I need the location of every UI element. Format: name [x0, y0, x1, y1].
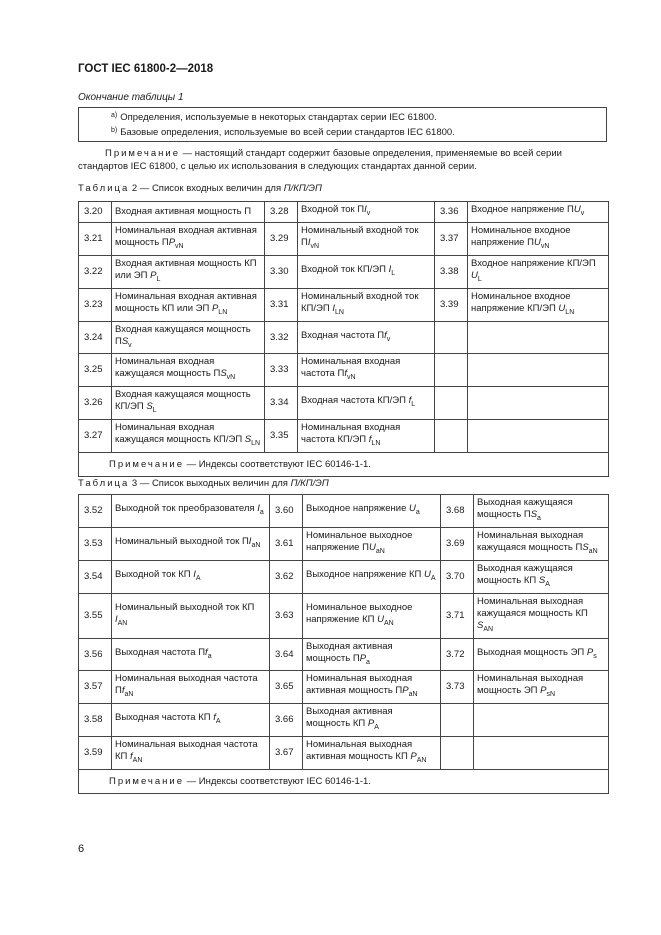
document-header: ГОСТ IEC 61800-2—2018	[78, 63, 214, 75]
term-text: Выходная частота КП $f_A$	[112, 704, 270, 737]
term-text: Выходная активная мощность КП $P_A$	[303, 704, 441, 737]
term-number: 3.52	[79, 495, 112, 528]
term-number	[441, 737, 474, 770]
term-number: 3.27	[79, 420, 112, 453]
term-number: 3.23	[79, 288, 112, 321]
term-number	[441, 704, 474, 737]
term-number: 3.63	[270, 593, 303, 638]
term-number: 3.62	[270, 560, 303, 593]
term-number: 3.33	[265, 354, 298, 387]
table-row	[79, 354, 609, 387]
term-number: 3.68	[441, 495, 474, 528]
table-row	[79, 202, 609, 223]
term-number: 3.29	[265, 222, 298, 255]
term-text: Выходная кажущаяся мощность $ПS_a$	[474, 495, 609, 528]
term-text: Номинальный выходной ток $ПI_{aN}$	[112, 527, 270, 560]
term-text: Выходная частота $Пf_a$	[112, 638, 270, 671]
term-text: Выходная активная мощность $ПP_a$	[303, 638, 441, 671]
term-number: 3.25	[79, 354, 112, 387]
term-number: 3.66	[270, 704, 303, 737]
term-number: 3.71	[441, 593, 474, 638]
term-text	[468, 321, 609, 354]
term-number: 3.57	[79, 671, 112, 704]
table-row	[79, 321, 609, 354]
term-number: 3.34	[265, 387, 298, 420]
term-text: Выходное напряжение КП $U_A$	[303, 560, 441, 593]
term-number: 3.28	[265, 202, 298, 223]
table-row	[79, 593, 609, 638]
term-text: Входная кажущаяся мощность $ПS_v$	[112, 321, 265, 354]
term-text: Входная активная мощность КП или ЭП $P_L$	[112, 255, 265, 288]
term-text: Номинальная входная активная мощность КП или ЭП $P_{LN}$	[112, 288, 265, 321]
term-number: 3.22	[79, 255, 112, 288]
footnote-box	[78, 107, 607, 142]
term-text: Номинальная выходная мощность ЭП $P_{sN}$	[474, 671, 609, 704]
term-number: 3.36	[435, 202, 468, 223]
term-text: Входное напряжение КП/ЭП $U_L$	[468, 255, 609, 288]
table-row	[79, 671, 609, 704]
table3-output-quantities	[78, 494, 609, 794]
term-text	[474, 737, 609, 770]
term-number	[435, 354, 468, 387]
table-row	[79, 387, 609, 420]
term-text: Номинальная входная частота КП/ЭП $f_{LN}$	[298, 420, 435, 453]
term-text: Входная кажущаяся мощность КП/ЭП $S_L$	[112, 387, 265, 420]
term-text: Номинальная выходная кажущаяся мощность КП $S_{AN}$	[474, 593, 609, 638]
term-text: Входная активная мощность П	[112, 202, 265, 223]
term-text: Входное напряжение $ПU_v$	[468, 202, 609, 223]
term-number: 3.20	[79, 202, 112, 223]
term-number: 3.38	[435, 255, 468, 288]
table-row	[79, 222, 609, 255]
table-note: Примечание — Индексы соответствуют IEC 60146-1-1.	[79, 770, 609, 794]
table-continuation-label: Окончание таблицы 1	[78, 92, 184, 103]
term-number: 3.30	[265, 255, 298, 288]
term-number: 3.60	[270, 495, 303, 528]
term-number: 3.65	[270, 671, 303, 704]
term-text: Входной ток $ПI_v$	[298, 202, 435, 223]
table-row	[79, 638, 609, 671]
term-text: Номинальная входная кажущаяся мощность КП/ЭП $S_{LN}$	[112, 420, 265, 453]
term-number: 3.21	[79, 222, 112, 255]
table-row	[79, 255, 609, 288]
term-number: 3.53	[79, 527, 112, 560]
term-text: Выходной ток КП $I_A$	[112, 560, 270, 593]
term-number: 3.39	[435, 288, 468, 321]
term-text	[468, 387, 609, 420]
term-text: Номинальное входное напряжение $ПU_{vN}$	[468, 222, 609, 255]
term-number: 3.58	[79, 704, 112, 737]
term-text: Номинальная входная частота $Пf_{vN}$	[298, 354, 435, 387]
table-note-row	[79, 770, 609, 794]
term-number: 3.37	[435, 222, 468, 255]
table-row	[79, 737, 609, 770]
table2-caption: Таблица 2 — Список входных величин для П/КП/ЭП	[78, 183, 322, 194]
term-text: Входная частота $Пf_v$	[298, 321, 435, 354]
term-number: 3.24	[79, 321, 112, 354]
term-text: Номинальная входная активная мощность $ПP_{vN}$	[112, 222, 265, 255]
term-number: 3.70	[441, 560, 474, 593]
table-row	[79, 288, 609, 321]
term-text: Номинальная выходная кажущаяся мощность $ПS_{aN}$	[474, 527, 609, 560]
term-text: Номинальная выходная частота КП $f_{AN}$	[112, 737, 270, 770]
term-text: Номинальная входная кажущаяся мощность $ПS_{vN}$	[112, 354, 265, 387]
term-number: 3.35	[265, 420, 298, 453]
term-text: Номинальное выходное напряжение КП $U_{AN}$	[303, 593, 441, 638]
term-text: Выходная мощность ЭП $P_s$	[474, 638, 609, 671]
term-text: Номинальная выходная активная мощность КП $P_{AN}$	[303, 737, 441, 770]
term-text: Номинальная выходная активная мощность $ПP_{aN}$	[303, 671, 441, 704]
term-text: Входной ток КП/ЭП $I_L$	[298, 255, 435, 288]
term-number: 3.72	[441, 638, 474, 671]
term-text	[468, 420, 609, 453]
term-number: 3.64	[270, 638, 303, 671]
term-text: Выходной ток преобразователя $I_a$	[112, 495, 270, 528]
table3-caption: Таблица 3 — Список выходных величин для П/КП/ЭП	[78, 478, 329, 489]
table-note: Примечание — Индексы соответствуют IEC 60146-1-1.	[79, 453, 609, 477]
term-number: 3.56	[79, 638, 112, 671]
footnote-b: $^{b)}$ Базовые определения, используемые во всей серии стандартов IEC 61800.	[111, 127, 455, 138]
term-text: Номинальный входной ток $ПI_{vN}$	[298, 222, 435, 255]
page-number: 6	[78, 843, 85, 855]
table-row	[79, 560, 609, 593]
table2-input-quantities	[78, 201, 609, 477]
term-number: 3.26	[79, 387, 112, 420]
term-number: 3.55	[79, 593, 112, 638]
term-number: 3.59	[79, 737, 112, 770]
term-number	[435, 387, 468, 420]
term-number: 3.31	[265, 288, 298, 321]
term-text: Номинальный выходной ток КП $I_{AN}$	[112, 593, 270, 638]
table-row	[79, 704, 609, 737]
table-row	[79, 420, 609, 453]
term-text: Выходная кажущаяся мощность КП $S_A$	[474, 560, 609, 593]
term-text	[474, 704, 609, 737]
term-number: 3.69	[441, 527, 474, 560]
table-note-row	[79, 453, 609, 477]
term-text: Номинальное входное напряжение КП/ЭП $U_{LN}$	[468, 288, 609, 321]
term-text: Номинальная выходная частота $Пf_{aN}$	[112, 671, 270, 704]
table-row	[79, 495, 609, 528]
term-number: 3.73	[441, 671, 474, 704]
term-number: 3.61	[270, 527, 303, 560]
term-text: Номинальное выходное напряжение $ПU_{aN}$	[303, 527, 441, 560]
term-text: Выходное напряжение $U_a$	[303, 495, 441, 528]
term-number: 3.67	[270, 737, 303, 770]
term-text	[468, 354, 609, 387]
footnote-a: $^{a)}$ Определения, используемые в некоторых стандартах серии IEC 61800.	[111, 112, 437, 123]
table-row	[79, 527, 609, 560]
term-number: 3.32	[265, 321, 298, 354]
term-text: Входная частота КП/ЭП $f_L$	[298, 387, 435, 420]
term-text: Номинальный входной ток КП/ЭП $I_{LN}$	[298, 288, 435, 321]
term-number: 3.54	[79, 560, 112, 593]
term-number	[435, 420, 468, 453]
term-number	[435, 321, 468, 354]
standard-note: Примечание — настоящий стандарт содержит базовые определения, применяемые во всей серии стандартов IEC 61800, с целью их использования в следующих стандартах данной серии.	[78, 148, 562, 172]
